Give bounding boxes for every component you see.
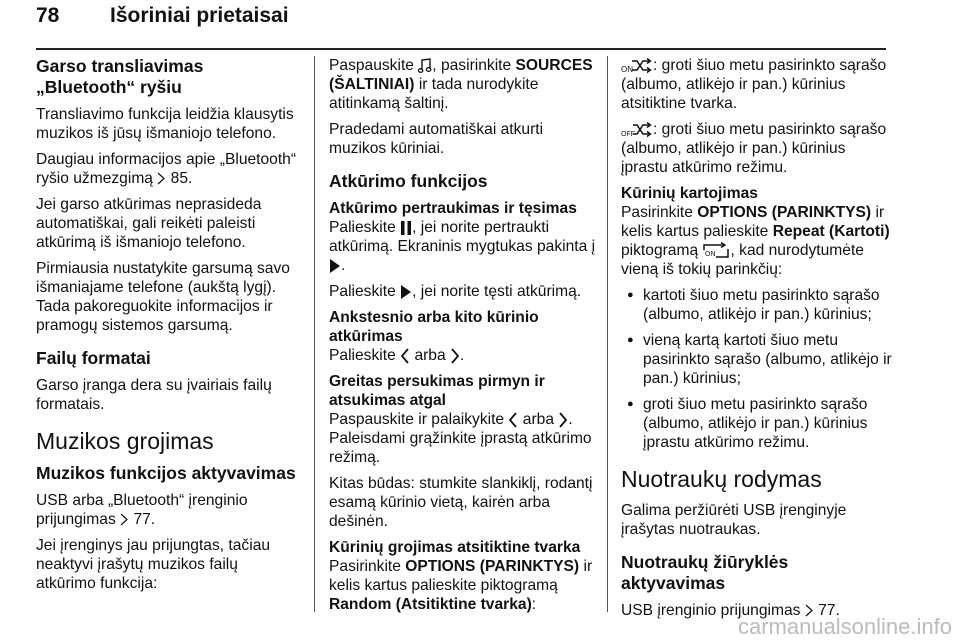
chevron-right-icon <box>558 412 568 428</box>
reference-arrow-icon <box>157 172 166 185</box>
play-icon <box>329 258 341 274</box>
svg-text:ON: ON <box>705 251 716 259</box>
shuffle-off-paragraph: OFF : groti šiuo metu pasirinkto sąrašo (albumo, atlikėjo ir pan.) kūrinius įprastu atkūrimo režimu. <box>621 121 887 176</box>
bluetooth-paragraph-4: Pirmiausia nustatykite garsumą savo išmaniajame telefone (aukštą lygį). Tada pakoreguokite informacijos ir pramogų sistemos garsumą. <box>36 260 290 334</box>
svg-text:ON: ON <box>621 65 633 75</box>
photos-heading: Nuotraukų rodymas <box>621 466 822 492</box>
photo-viewer-heading: Nuotraukų žiūryklės aktyvavimas <box>621 552 789 593</box>
resume-paragraph: Palieskite , jei norite tęsti atkūrimą. <box>329 283 582 300</box>
bluetooth-paragraph-1: Transliavimo funkcija leidžia klausytis muzikos iš jūsų išmaniojo telefono. <box>36 106 294 142</box>
fast-forward-paragraph: Paspauskite ir palaikykite arba . Paleisdami grąžinkite įprastą atkūrimo režimą. <box>329 411 592 466</box>
list-item: ● vieną kartą kartoti šiuo metu pasirinkto sąrašo (albumo, atlikėjo ir pan.) kūrinius; <box>621 331 893 388</box>
list-item: ● groti šiuo metu pasirinkto sąrašo (albumo, atlikėjo ir pan.) kūrinius įprastu atkūrimo režimu. <box>621 395 893 452</box>
chevron-left-icon <box>400 348 410 364</box>
repeat-on-icon <box>702 242 730 259</box>
column-3 <box>621 56 893 627</box>
play-icon <box>400 284 412 300</box>
chevron-left-icon <box>508 412 518 428</box>
shuffle-paragraph: Pasirinkite OPTIONS (PARINKTYS) ir kelis kartus palieskite piktogramą Random (Atsitiktine tvarka): <box>329 558 593 613</box>
repeat-heading: Kūrinių kartojimas <box>621 185 758 202</box>
pause-icon <box>400 220 412 236</box>
photo-viewer-paragraph: USB įrenginio prijungimas 77. <box>621 602 840 619</box>
column-2 <box>329 56 597 621</box>
autoplay-paragraph: Pradedami automatiškai atkurti muzikos kūriniai. <box>329 121 544 157</box>
column-divider-1 <box>314 56 315 612</box>
page-header <box>0 0 960 50</box>
music-playback-heading: Muzikos grojimas <box>36 428 214 454</box>
slider-paragraph: Kitas būdas: stumkite slankiklį, rodantį esamą kūrinio vietą, kairėn arba dešinėn. <box>329 475 593 530</box>
reference-arrow-icon <box>120 513 129 526</box>
watermark: carmanualsonline.info <box>737 614 952 639</box>
bluetooth-heading: Garso transliavimas „Bluetooth“ ryšiu <box>36 56 204 97</box>
file-formats-paragraph: Garso įranga dera su įvairiais failų formatais. <box>36 377 272 413</box>
header-divider <box>36 48 886 50</box>
shuffle-heading: Kūrinių grojimas atsitiktine tvarka <box>329 539 581 556</box>
playback-functions-heading: Atkūrimo funkcijos <box>329 171 488 191</box>
column-divider-2 <box>607 56 608 612</box>
shuffle-off-icon <box>621 121 653 138</box>
svg-text:OFF: OFF <box>621 131 635 139</box>
prev-next-paragraph: Palieskite arba . <box>329 347 465 364</box>
page-number: 78 <box>36 4 60 27</box>
music-activation-paragraph-1: USB arba „Bluetooth“ įrenginio prijungimas 77. <box>36 492 248 528</box>
bluetooth-paragraph-3: Jei garso atkūrimas neprasideda automatiškai, gali reikėti paleisti atkūrimą iš išmaniojo telefono. <box>36 196 262 251</box>
pause-resume-heading: Atkūrimo pertraukimas ir tęsimas <box>329 200 577 217</box>
music-note-icon <box>418 58 432 74</box>
page-title: Išoriniai prietaisai <box>110 4 289 27</box>
column-1 <box>36 56 300 600</box>
list-item: ● kartoti šiuo metu pasirinkto sąrašo (albumo, atlikėjo ir pan.) kūrinius; <box>621 286 893 324</box>
shuffle-on-icon <box>621 57 653 74</box>
file-formats-heading: Failų formatai <box>36 348 151 368</box>
chevron-right-icon <box>450 348 460 364</box>
music-activation-paragraph-2: Jei įrenginys jau prijungtas, tačiau neaktyvi įrašytų muzikos failų atkūrimo funkcija: <box>36 537 271 592</box>
source-paragraph: Paspauskite , pasirinkite SOURCES (ŠALTINIAI) ir tada nurodykite atitinkamą šaltinį. <box>329 57 593 112</box>
bluetooth-paragraph-2: Daugiau informacijos apie „Bluetooth“ ryšio užmezgimą 85. <box>36 151 297 187</box>
pause-paragraph: Palieskite , jei norite pertraukti atkūrimą. Ekraninis mygtukas pakinta į . <box>329 219 596 274</box>
repeat-options-list <box>621 286 893 452</box>
shuffle-on-paragraph: ON : groti šiuo metu pasirinkto sąrašo (albumo, atlikėjo ir pan.) kūrinius atsitiktine tvarka. <box>621 57 887 112</box>
prev-next-heading: Ankstesnio arba kito kūrinio atkūrimas <box>329 309 539 345</box>
repeat-paragraph: Pasirinkite OPTIONS (PARINKTYS) ir kelis kartus palieskite Repeat (Kartoti) piktogramą ON , kad nurodytumėte vieną iš tokių parinkčių: <box>621 204 890 278</box>
music-activation-heading: Muzikos funkcijos aktyvavimas <box>36 463 296 483</box>
photos-paragraph: Galima peržiūrėti USB įrenginyje įrašytas nuotraukas. <box>621 502 847 538</box>
fast-forward-heading: Greitas persukimas pirmyn ir atsukimas atgal <box>329 373 545 409</box>
